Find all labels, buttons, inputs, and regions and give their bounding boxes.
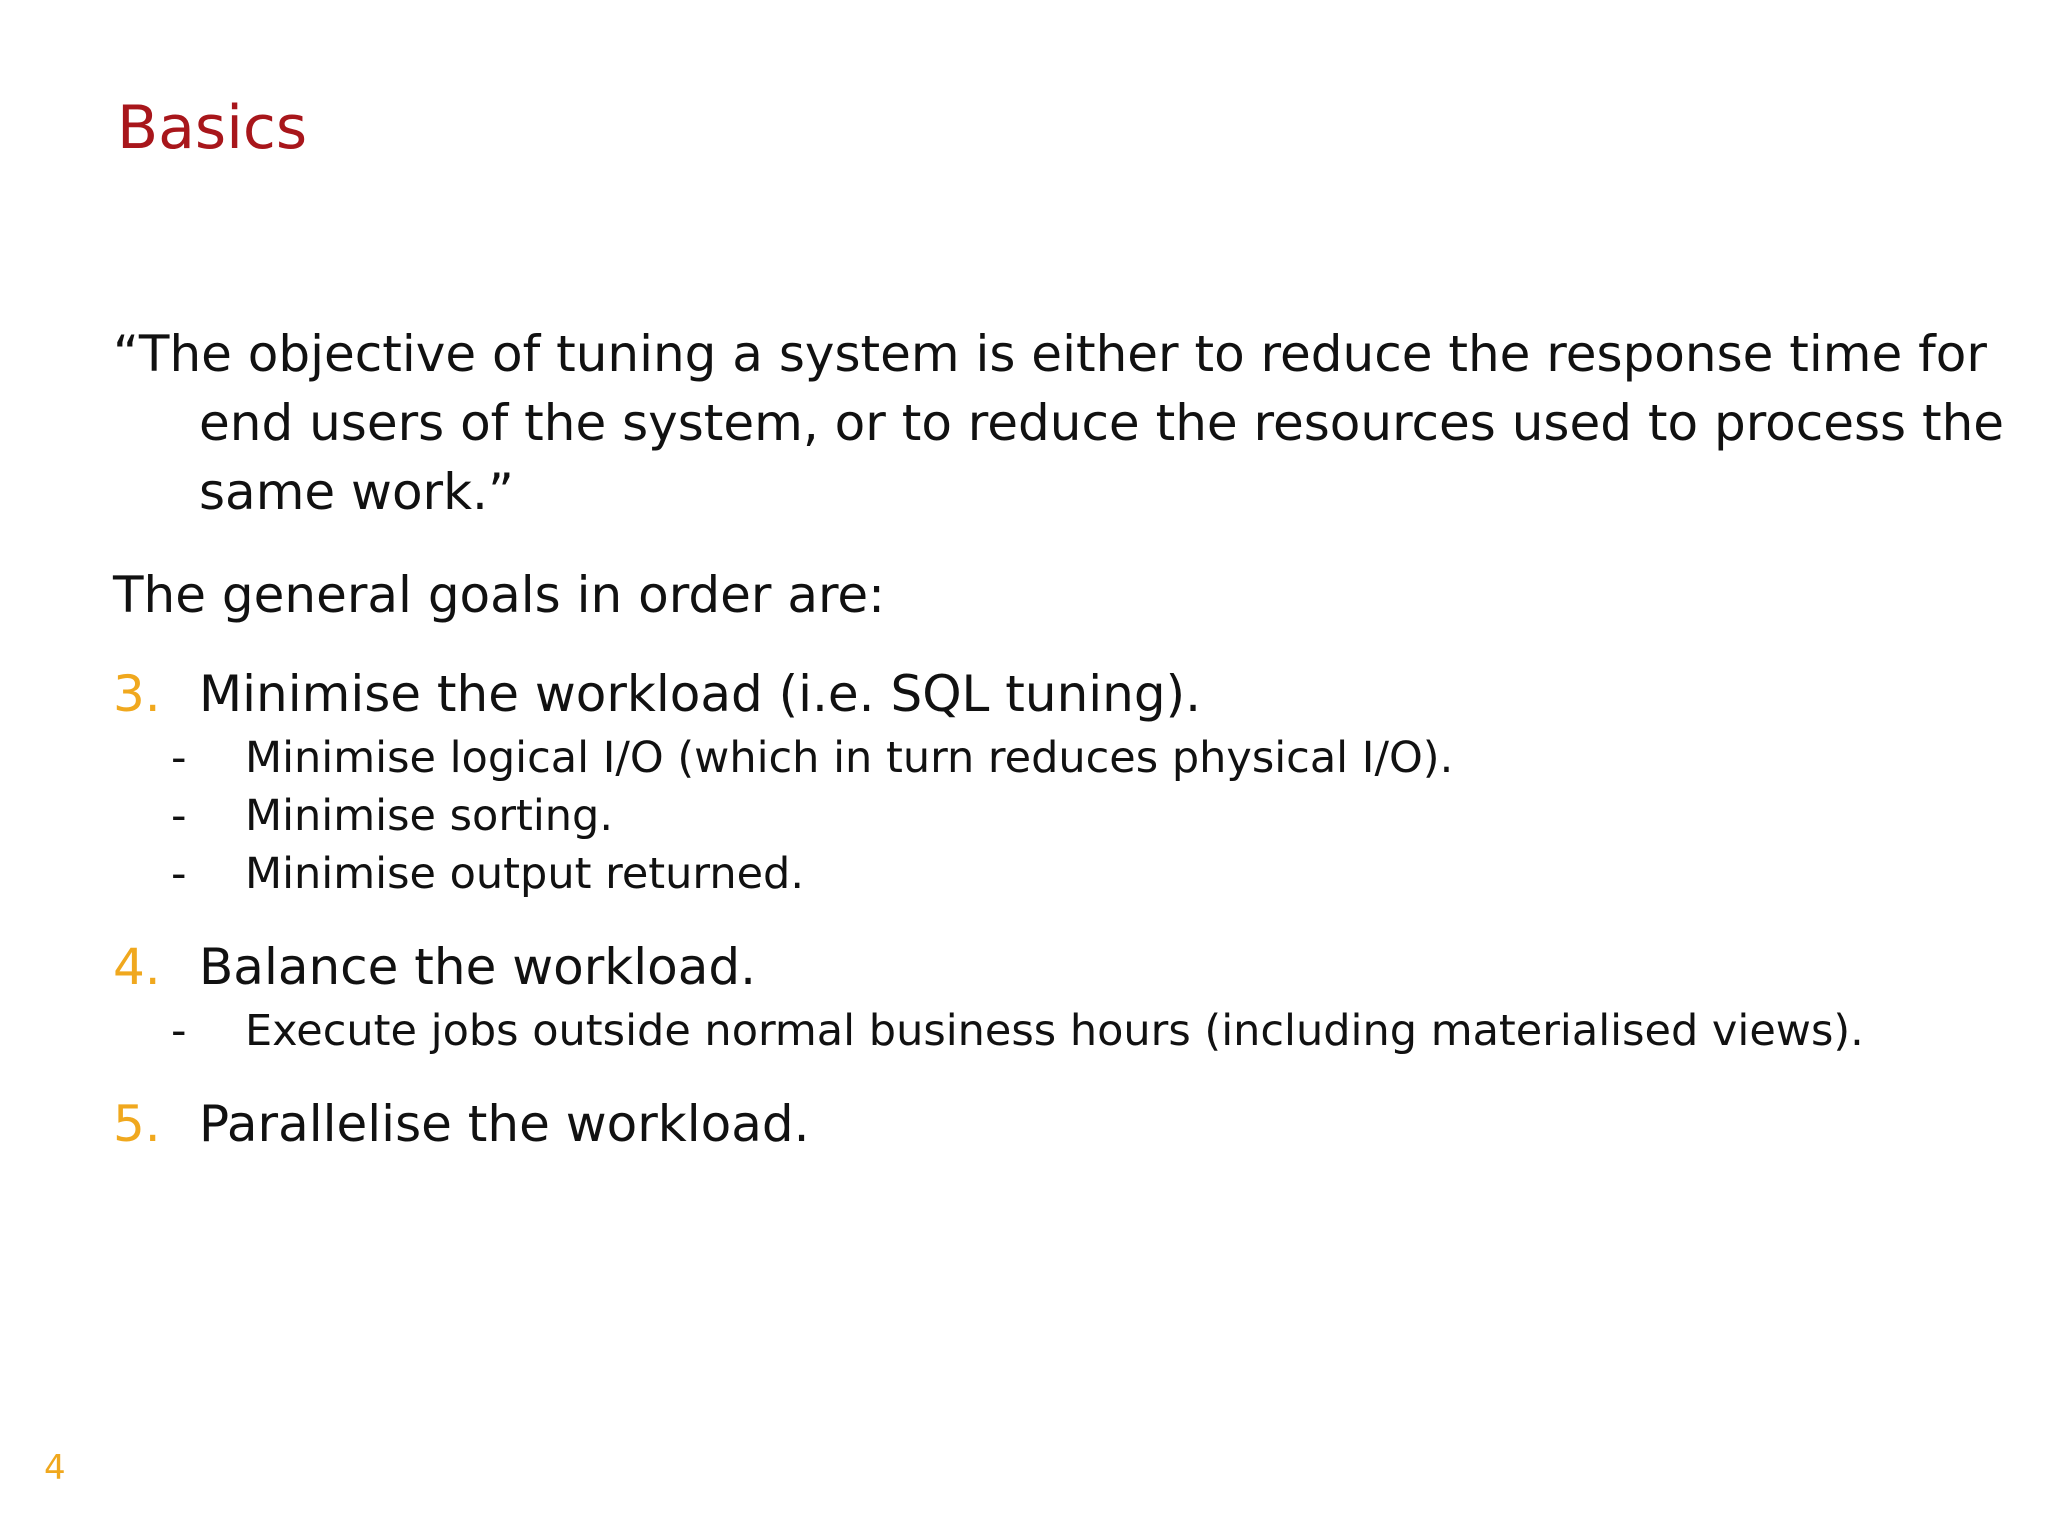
tuning-objective-quote: “The objective of tuning a system is either to reduce the response time for end users of the system, or to reduce the resources used to process the same work.” [113, 325, 2005, 521]
slide-content [113, 320, 2013, 1159]
subitem-text: Minimise output returned. [245, 849, 804, 899]
goal-heading [113, 1090, 2013, 1159]
slide-title: Basics [117, 93, 308, 163]
dash-bullet: - [171, 791, 187, 841]
goal-text: Balance the workload. [199, 938, 757, 996]
subitem [113, 729, 2013, 787]
goals-intro: The general goals in order are: [113, 566, 886, 624]
goal-number: 3. [113, 665, 161, 723]
dash-bullet: - [171, 849, 187, 899]
dash-bullet: - [171, 1006, 187, 1056]
subitem-text: Minimise logical I/O (which in turn reduces physical I/O). [245, 733, 1454, 783]
goal-item-minimise-workload [113, 660, 2013, 903]
subitem [113, 787, 2013, 845]
subitem [113, 845, 2013, 903]
goal-heading [113, 660, 2013, 729]
goal-item-balance-workload [113, 933, 2013, 1060]
subitem-text: Minimise sorting. [245, 791, 614, 841]
goal-number: 5. [113, 1095, 161, 1153]
goal-subitems [113, 1002, 2013, 1060]
dash-bullet: - [171, 733, 187, 783]
page-number: 4 [44, 1448, 66, 1488]
goal-subitems [113, 729, 2013, 903]
goal-text: Parallelise the workload. [199, 1095, 810, 1153]
goal-number: 4. [113, 938, 161, 996]
subitem [113, 1002, 2013, 1060]
goal-item-parallelise-workload [113, 1090, 2013, 1159]
goal-text: Minimise the workload (i.e. SQL tuning). [199, 665, 1202, 723]
goal-heading [113, 933, 2013, 1002]
subitem-text: Execute jobs outside normal business hours (including materialised views). [245, 1006, 1864, 1056]
